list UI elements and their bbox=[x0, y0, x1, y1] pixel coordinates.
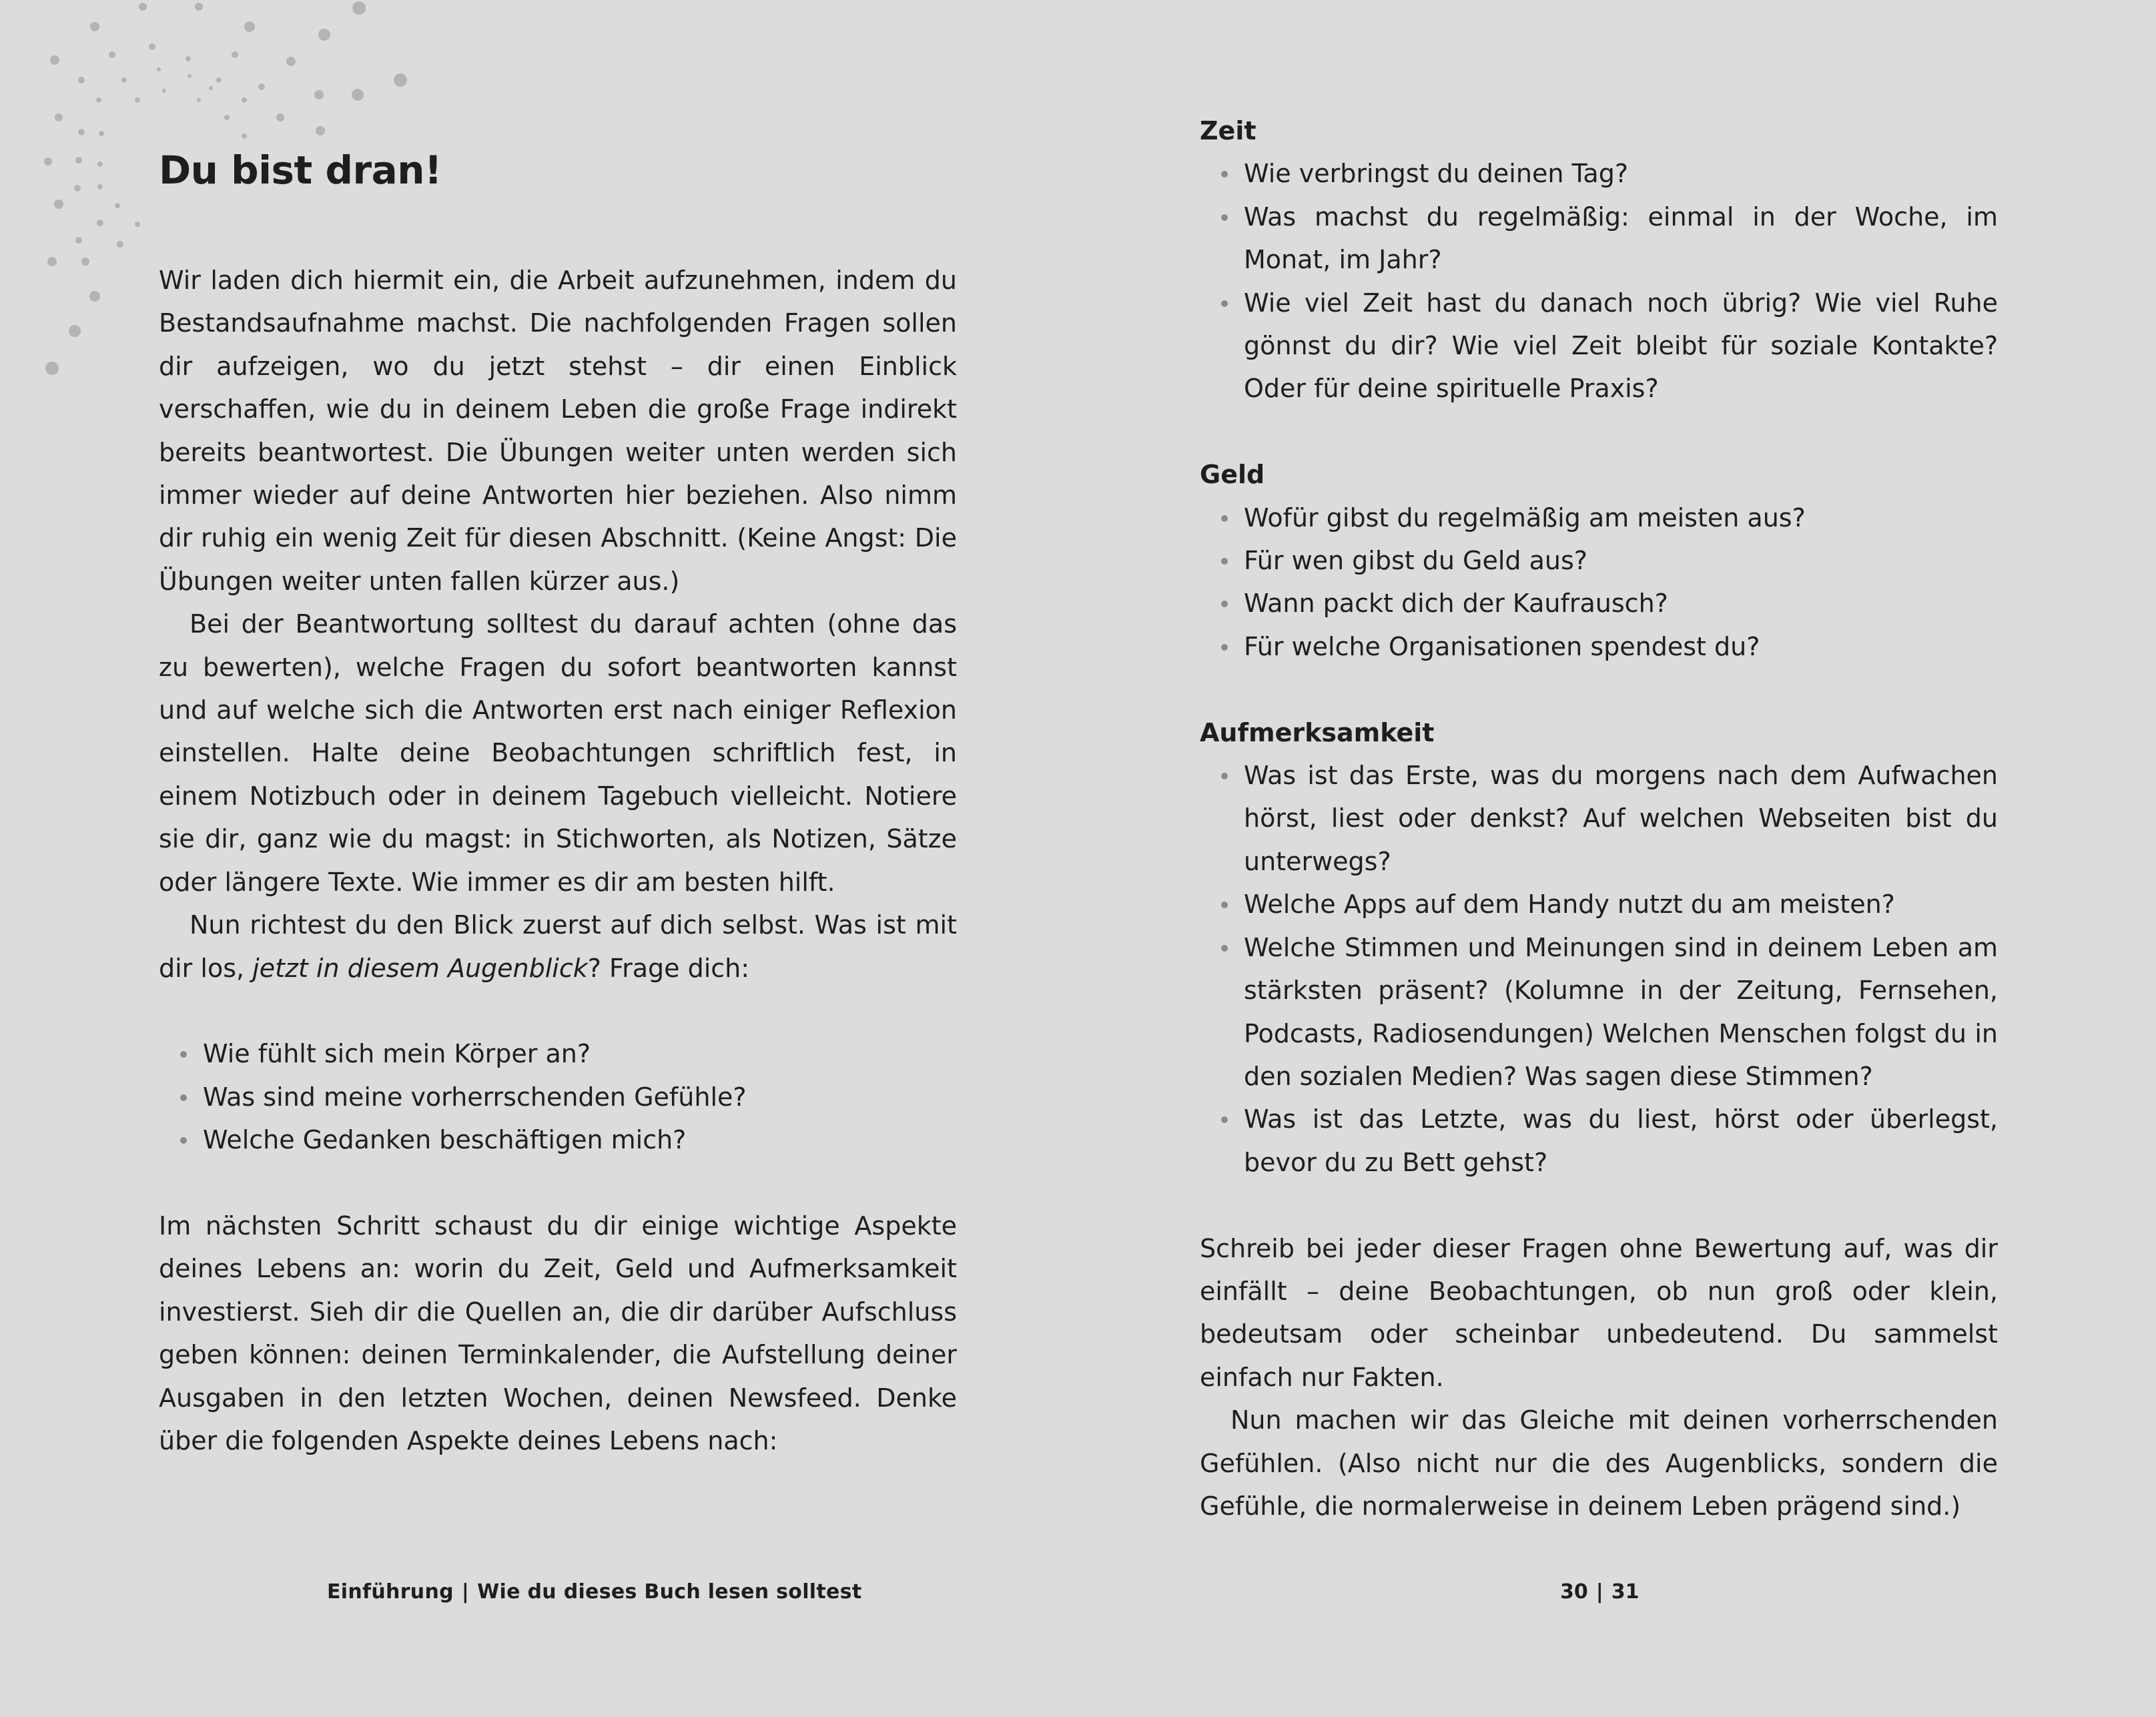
body-paragraph: Nun machen wir das Gleiche mit deinen vorherrschenden Gefühlen. (Also nicht nur die des Augenblicks, sondern die Gefühle, die normalerweise in deinem Leben prägend sind.) bbox=[1200, 1405, 1998, 1521]
page-heading: Du bist dran! bbox=[159, 147, 442, 193]
list-item: Was machst du regelmäßig: einmal in der Woche, im Monat, im Jahr? bbox=[1200, 196, 1998, 282]
right-page bbox=[1200, 109, 1998, 1527]
body-paragraph: Im nächsten Schritt schaust du dir einige wichtige Aspekte deines Lebens an: worin du Zeit, Geld und Aufmerksamkeit investierst. Sieh dir die Quellen an, die dir darüber Aufschluss geben können: deinen Terminkalender, die Aufstellung deiner Ausgaben in den letzten Wochen, deinen Newsfeed. Denke über die folgenden Aspekte deines Lebens nach: bbox=[159, 1211, 957, 1455]
text-run: Nun richtest du den Blick zuerst auf dich selbst. Was ist mit dir los, bbox=[159, 910, 957, 983]
section-title-geld: Geld bbox=[1200, 460, 1265, 490]
list-item: Welche Stimmen und Meinungen sind in deinem Leben am stärksten präsent? (Kolumne in der Zeitung, Fernsehen, Podcasts, Radiosendungen) Welchen Menschen folgst du in den sozialen Medien? Was sagen diese Stimmen? bbox=[1200, 926, 1998, 1098]
geld-list bbox=[1200, 496, 1998, 669]
aufmerksamkeit-list bbox=[1200, 754, 1998, 1184]
footer-section: Wie du dieses Buch lesen solltest bbox=[477, 1580, 862, 1604]
body-paragraph: Bei der Beantwortung solltest du darauf achten (ohne das zu bewerten), welche Fragen du sofort beantworten kannst und auf welche sich die Antworten erst nach einiger Reflexion einstellen. Halte deine Beobachtungen schriftlich fest, in einem Notizbuch oder in deinem Tagebuch vielleicht. Notiere sie dir, ganz wie du magst: in Stichworten, als Notizen, Sätze oder längere Texte. Wie immer es dir am besten hilft. bbox=[159, 609, 957, 897]
page-number-separator: | bbox=[1595, 1580, 1603, 1604]
list-item: Wie verbringst du deinen Tag? bbox=[1200, 152, 1998, 195]
body-paragraph: Schreib bei jeder dieser Fragen ohne Bewertung auf, was dir einfällt – deine Beobachtungen, ob nun groß oder klein, bedeutsam oder scheinbar unbedeutend. Du sammelst einfach nur Fakten. bbox=[1200, 1233, 1998, 1392]
list-item: Welche Apps auf dem Handy nutzt du am meisten? bbox=[1200, 883, 1998, 926]
text-run: ? Frage dich: bbox=[587, 953, 750, 983]
footer-chapter: Einführung bbox=[327, 1580, 454, 1604]
emphasis-text: jetzt in diesem Augenblick bbox=[252, 953, 588, 983]
body-paragraph bbox=[159, 904, 957, 990]
left-page bbox=[159, 147, 957, 1462]
running-footer bbox=[327, 1580, 861, 1604]
list-item: Welche Gedanken beschäftigen mich? bbox=[159, 1118, 957, 1161]
list-item: Was ist das Erste, was du morgens nach dem Aufwachen hörst, liest oder denkst? Auf welchen Webseiten bist du unterwegs? bbox=[1200, 754, 1998, 883]
list-item: Was ist das Letzte, was du liest, hörst oder überlegst, bevor du zu Bett gehst? bbox=[1200, 1098, 1998, 1184]
list-item: Für welche Organisationen spendest du? bbox=[1200, 625, 1998, 668]
page-number-right: 31 bbox=[1611, 1580, 1640, 1604]
list-item: Wann packt dich der Kaufrausch? bbox=[1200, 582, 1998, 625]
self-questions-list bbox=[159, 1032, 957, 1161]
list-item: Wie viel Zeit hast du danach noch übrig? Wie viel Ruhe gönnst du dir? Wie viel Zeit bleibt für soziale Kontakte? Oder für deine spirituelle Praxis? bbox=[1200, 282, 1998, 410]
list-item: Wie fühlt sich mein Körper an? bbox=[159, 1032, 957, 1075]
list-item: Wofür gibst du regelmäßig am meisten aus? bbox=[1200, 496, 1998, 539]
section-title-aufmerksamkeit: Aufmerksamkeit bbox=[1200, 717, 1435, 747]
section-title-zeit: Zeit bbox=[1200, 116, 1256, 145]
page-numbers bbox=[1560, 1580, 1639, 1604]
list-item: Was sind meine vorherrschenden Gefühle? bbox=[159, 1076, 957, 1118]
intro-paragraph: Wir laden dich hiermit ein, die Arbeit aufzunehmen, indem du Bestandsaufnahme machst. Die nachfolgenden Fragen sollen dir aufzeigen, wo du jetzt stehst – dir einen Einblick verschaffen, wie du in deinem Leben die große Frage indirekt bereits beantwortest. Die Übungen weiter unten werden sich immer wieder auf deine Antworten hier beziehen. Also nimm dir ruhig ein wenig Zeit für diesen Abschnitt. (Keine Angst: Die Übungen weiter unten fallen kürzer aus.) bbox=[159, 266, 957, 596]
footer-separator: | bbox=[461, 1580, 470, 1604]
zeit-list bbox=[1200, 152, 1998, 410]
page-number-left: 30 bbox=[1560, 1580, 1588, 1604]
list-item: Für wen gibst du Geld aus? bbox=[1200, 539, 1998, 582]
